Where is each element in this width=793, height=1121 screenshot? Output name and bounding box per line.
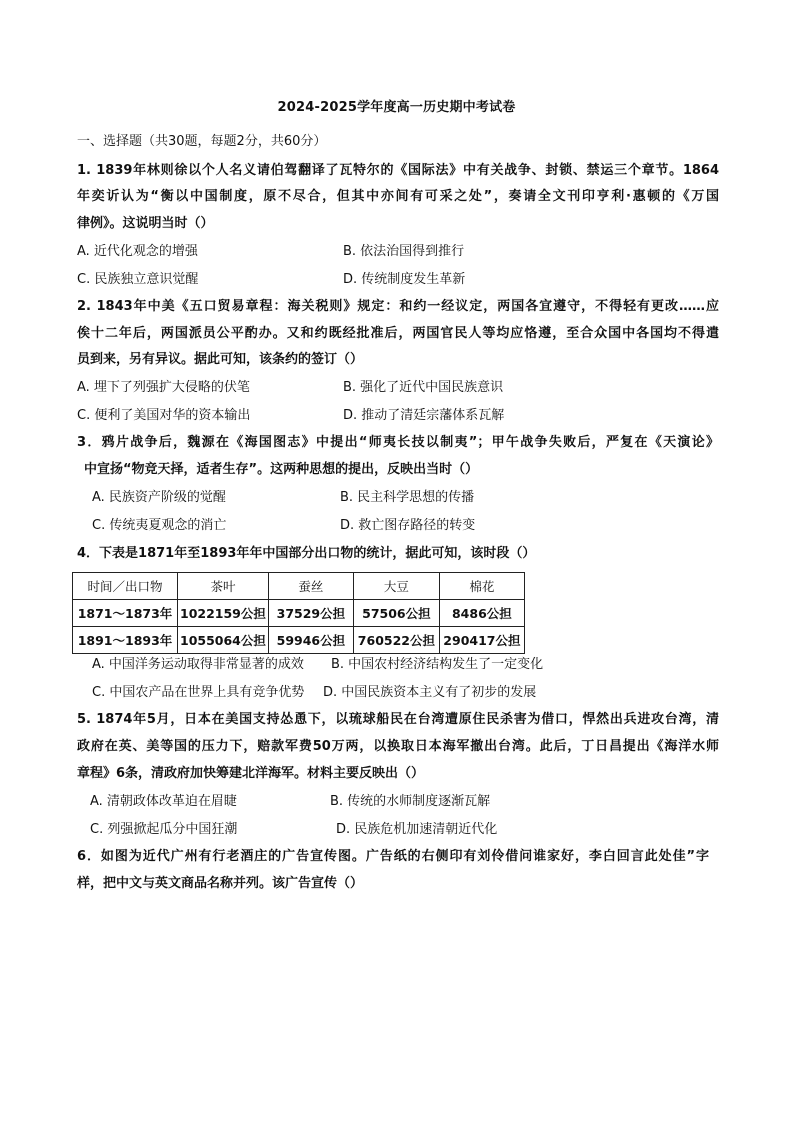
q3-option-b[interactable]: B. 民主科学思想的传播 bbox=[340, 490, 475, 505]
table-header-cell: 时间／出口物 bbox=[73, 573, 178, 600]
q5-option-b[interactable]: B. 传统的水师制度逐渐瓦解 bbox=[330, 794, 491, 809]
table-cell: 57506公担 bbox=[353, 600, 439, 627]
table-cell: 290417公担 bbox=[439, 627, 524, 654]
q1-option-d[interactable]: D. 传统制度发生革新 bbox=[343, 272, 466, 287]
q5-stem-line2: 政府在英、美等国的压力下，赔款军费50万两，以换取日本海军撤出台湾。此后，丁日昌提出《海洋水师 bbox=[77, 739, 719, 754]
table-cell: 760522公担 bbox=[353, 627, 439, 654]
q6-stem-line1: 6．如图为近代广州有行老酒庄的广告宣传图。广告纸的右侧印有刘伶借问谁家好，李白回言此处佳”字 bbox=[77, 849, 709, 864]
table-cell: 37529公担 bbox=[268, 600, 353, 627]
q2-option-c[interactable]: C. 便利了美国对华的资本输出 bbox=[77, 408, 251, 423]
q4-stem: 4．下表是1871年至1893年年中国部分出口物的统计，据此可知，该时段（） bbox=[77, 546, 536, 561]
table-header-cell: 蚕丝 bbox=[268, 573, 353, 600]
table-cell: 1871～1873年 bbox=[73, 600, 178, 627]
table-row bbox=[73, 627, 525, 654]
q3-option-c[interactable]: C. 传统夷夏观念的消亡 bbox=[92, 518, 227, 533]
q3-stem-line2: 中宣扬“物竞天择，适者生存”。这两种思想的提出，反映出当时（） bbox=[84, 462, 479, 477]
q3-option-d[interactable]: D. 救亡图存路径的转变 bbox=[340, 518, 476, 533]
q1-stem-line3: 律例》。这说明当时（） bbox=[77, 216, 214, 231]
table-row bbox=[73, 600, 525, 627]
q5-stem-line3: 章程》6条，清政府加快筹建北洋海军。材料主要反映出（） bbox=[77, 766, 425, 781]
table-cell: 1055064公担 bbox=[178, 627, 269, 654]
table-header-cell: 大豆 bbox=[353, 573, 439, 600]
q5-option-a[interactable]: A. 清朝政体改革迫在眉睫 bbox=[90, 794, 237, 809]
table-header-cell: 茶叶 bbox=[178, 573, 269, 600]
export-statistics-table bbox=[72, 572, 525, 654]
q2-option-d[interactable]: D. 推动了清廷宗藩体系瓦解 bbox=[343, 408, 505, 423]
q3-stem-line1: 3．鸦片战争后，魏源在《海国图志》中提出“师夷长技以制夷”；甲午战争失败后，严复在《天演论》 bbox=[77, 435, 719, 450]
q4-option-a[interactable]: A. 中国洋务运动取得非常显著的成效 bbox=[92, 657, 304, 672]
q2-stem-line3: 员到来，另有异议。据此可知，该条约的签订（） bbox=[77, 352, 364, 367]
q5-stem-line1: 5. 1874年5月，日本在美国支持怂恿下，以琉球船民在台湾遭原住民杀害为借口，悍然出兵进攻台湾，清 bbox=[77, 712, 719, 727]
table-cell: 1022159公担 bbox=[178, 600, 269, 627]
q1-stem-line1: 1. 1839年林则徐以个人名义请伯驾翻译了瓦特尔的《国际法》中有关战争、封锁、禁运三个章节。1864 bbox=[77, 163, 719, 178]
q3-option-a[interactable]: A. 民族资产阶级的觉醒 bbox=[92, 490, 226, 505]
q1-option-a[interactable]: A. 近代化观念的增强 bbox=[77, 244, 198, 259]
q2-option-b[interactable]: B. 强化了近代中国民族意识 bbox=[343, 380, 504, 395]
table-header-row bbox=[73, 573, 525, 600]
q4-option-b[interactable]: B. 中国农村经济结构发生了一定变化 bbox=[331, 657, 544, 672]
q1-stem-line2: 年奕䜣认为“衡以中国制度，原不尽合，但其中亦间有可采之处”，奏请全文刊印亨利·惠顿的《万国 bbox=[77, 189, 719, 204]
table-cell: 1891～1893年 bbox=[73, 627, 178, 654]
q4-option-c[interactable]: C. 中国农产品在世界上具有竞争优势 bbox=[92, 685, 305, 700]
q1-option-b[interactable]: B. 依法治国得到推行 bbox=[343, 244, 465, 259]
table-header-cell: 棉花 bbox=[439, 573, 524, 600]
exam-title: 2024-2025学年度高一历史期中考试卷 bbox=[277, 100, 516, 115]
q6-stem-line2: 样，把中文与英文商品名称并列。该广告宣传（） bbox=[77, 876, 364, 891]
q2-option-a[interactable]: A. 埋下了列强扩大侵略的伏笔 bbox=[77, 380, 250, 395]
table-cell: 8486公担 bbox=[439, 600, 524, 627]
q2-stem-line1: 2. 1843年中美《五口贸易章程：海关税则》规定：和约一经议定，两国各宜遵守，不得轻有更改……应 bbox=[77, 299, 719, 314]
q2-stem-line2: 俟十二年后，两国派员公平酌办。又和约既经批准后，两国官民人等均应恪遵，至合众国中各国均不得遣 bbox=[77, 326, 719, 341]
q5-option-c[interactable]: C. 列强掀起瓜分中国狂潮 bbox=[90, 822, 238, 837]
q1-option-c[interactable]: C. 民族独立意识觉醒 bbox=[77, 272, 199, 287]
q5-option-d[interactable]: D. 民族危机加速清朝近代化 bbox=[336, 822, 498, 837]
section-heading: 一、选择题（共30题，每题2分，共60分） bbox=[77, 134, 327, 149]
table-cell: 59946公担 bbox=[268, 627, 353, 654]
q4-option-d[interactable]: D. 中国民族资本主义有了初步的发展 bbox=[323, 685, 537, 700]
